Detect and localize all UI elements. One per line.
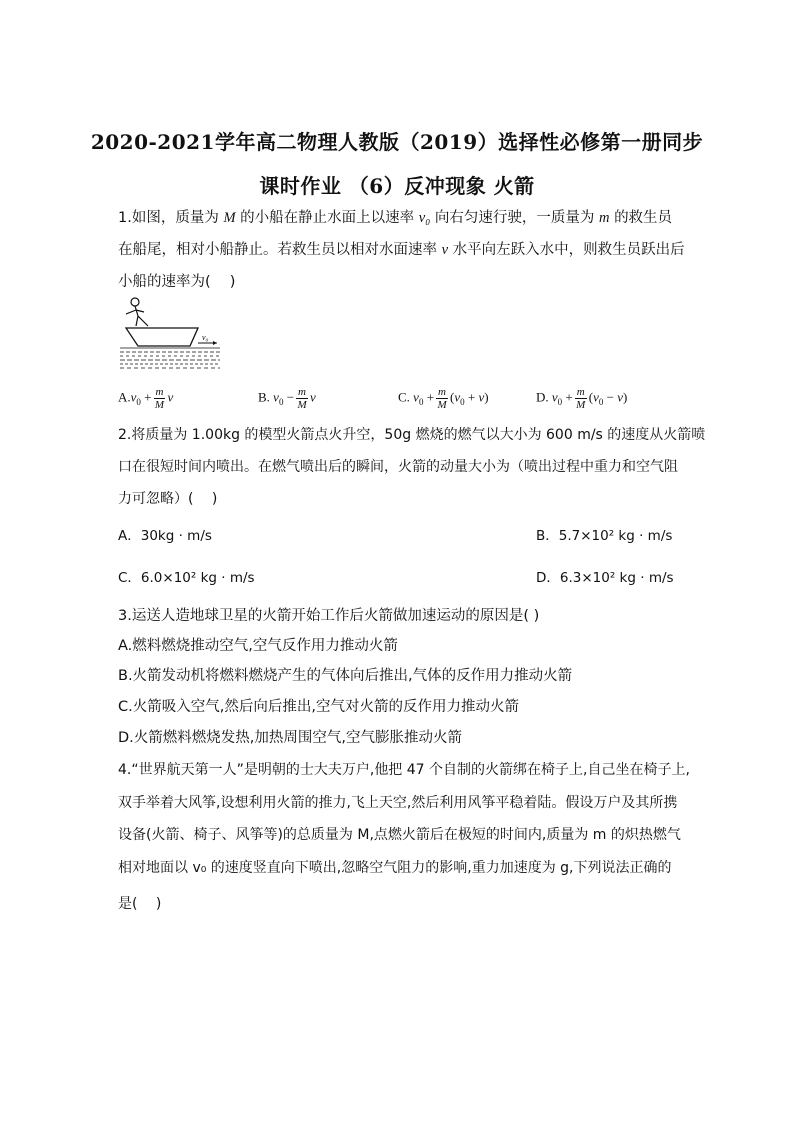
q1-var-v0: v₀ — [418, 210, 431, 226]
q2-stem-line3: 力可忽略）( ) — [118, 491, 218, 507]
q2-option-c[interactable]: C．6.0×10² kg · m/s — [118, 570, 255, 586]
q3-option-b[interactable]: B.火箭发动机将燃料燃烧产生的气体向后推出,气体的反作用力推动火箭 — [118, 668, 573, 684]
q3-stem: 3.运送人造地球卫星的火箭开始工作后火箭做加速运动的原因是( ) — [118, 608, 540, 624]
q2-option-b[interactable]: B．5.7×10² kg · m/s — [536, 528, 673, 544]
option-label: A. — [118, 389, 131, 405]
q4-stem-line3: 设备(火箭、椅子、风筝等)的总质量为 M,点燃火箭后在极短的时间内,质量为 m 的炽热燃气 — [118, 827, 681, 843]
q2-option-d[interactable]: D．6.3×10² kg · m/s — [536, 570, 674, 586]
option-label: D. — [536, 389, 549, 405]
q1-var-M: M — [223, 210, 236, 226]
option-label: C. — [398, 389, 410, 405]
q1-stem-line1 — [118, 206, 672, 227]
document-title-line1: 2020-2021学年高二物理人教版（2019）选择性必修第一册同步 — [90, 130, 704, 154]
q1-text: 的救生员 — [614, 210, 673, 226]
rescuer-icon — [126, 298, 148, 326]
q1-text: 1.如图，质量为 — [118, 210, 219, 226]
q4-stem-line1: 4.“世界航天第一人”是明朝的士大夫万户,他把 47 个自制的火箭绑在椅子上,自己坐在椅子上, — [118, 762, 690, 778]
option-label: B. — [258, 389, 270, 405]
q1-stem-line3: 小船的速率为( ) — [118, 274, 236, 290]
q3-option-c[interactable]: C.火箭吸入空气,然后向后推出,空气对火箭的反作用力推动火箭 — [118, 699, 519, 715]
q1-option-d[interactable]: D. $v_0$ + $\frac{m}{M}$ $(v_0 - v)$ — [536, 386, 628, 411]
q1-text: 向右匀速行驶，一质量为 — [434, 210, 595, 226]
q3-option-d[interactable]: D.火箭燃料燃烧发热,加热周围空气,空气膨胀推动火箭 — [118, 730, 462, 746]
q1-var-m: m — [598, 210, 610, 226]
q4-stem-line4: 相对地面以 v₀ 的速度竖直向下喷出,忽略空气阻力的影响,重力加速度为 g,下列说法正确的 — [118, 860, 672, 876]
q2-option-a[interactable]: A．30kg · m/s — [118, 528, 212, 544]
q1-option-b[interactable]: B. $v_0$ − $\frac{m}{M}$ v — [258, 386, 316, 411]
q1-option-c[interactable]: C. $v_0$ + $\frac{m}{M}$ $(v_0 + v)$ — [398, 386, 489, 411]
q2-stem-line1: 2.将质量为 1.00kg 的模型火箭点火升空，50g 燃烧的燃气以大小为 600 m/s 的速度从火箭喷 — [118, 427, 706, 443]
q1-option-a[interactable]: $A.v_0$ + $\frac{m}{M}$ v — [118, 386, 174, 411]
q2-stem-line2: 口在很短时间内喷出。在燃气喷出后的瞬间，火箭的动量大小为（喷出过程中重力和空气阻 — [118, 459, 678, 475]
water-icon — [120, 348, 220, 368]
q4-stem-line2: 双手举着大风筝,设想利用火箭的推力,飞上天空,然后利用风筝平稳着陆。假设万户及其所携 — [118, 795, 678, 811]
document-title-line2: 课时作业 （6）反冲现象 火箭 — [259, 174, 535, 198]
q1-text: 水平向左跃入水中，则救生员跃出后 — [452, 242, 685, 258]
q1-stem-line2 — [118, 238, 685, 259]
q4-stem-line5: 是( ) — [118, 896, 162, 912]
q1-text: 的小船在静止水面上以速率 — [240, 210, 415, 226]
q1-text: 在船尾，相对小船静止。若救生员以相对水面速率 — [118, 242, 437, 258]
figure-v0-label: v₀ — [202, 333, 209, 342]
q3-option-a[interactable]: A.燃料燃烧推动空气,空气反作用力推动火箭 — [118, 638, 398, 654]
q1-boat-figure — [118, 296, 222, 372]
q1-var-v: v — [441, 242, 449, 258]
boat-icon — [126, 328, 198, 346]
